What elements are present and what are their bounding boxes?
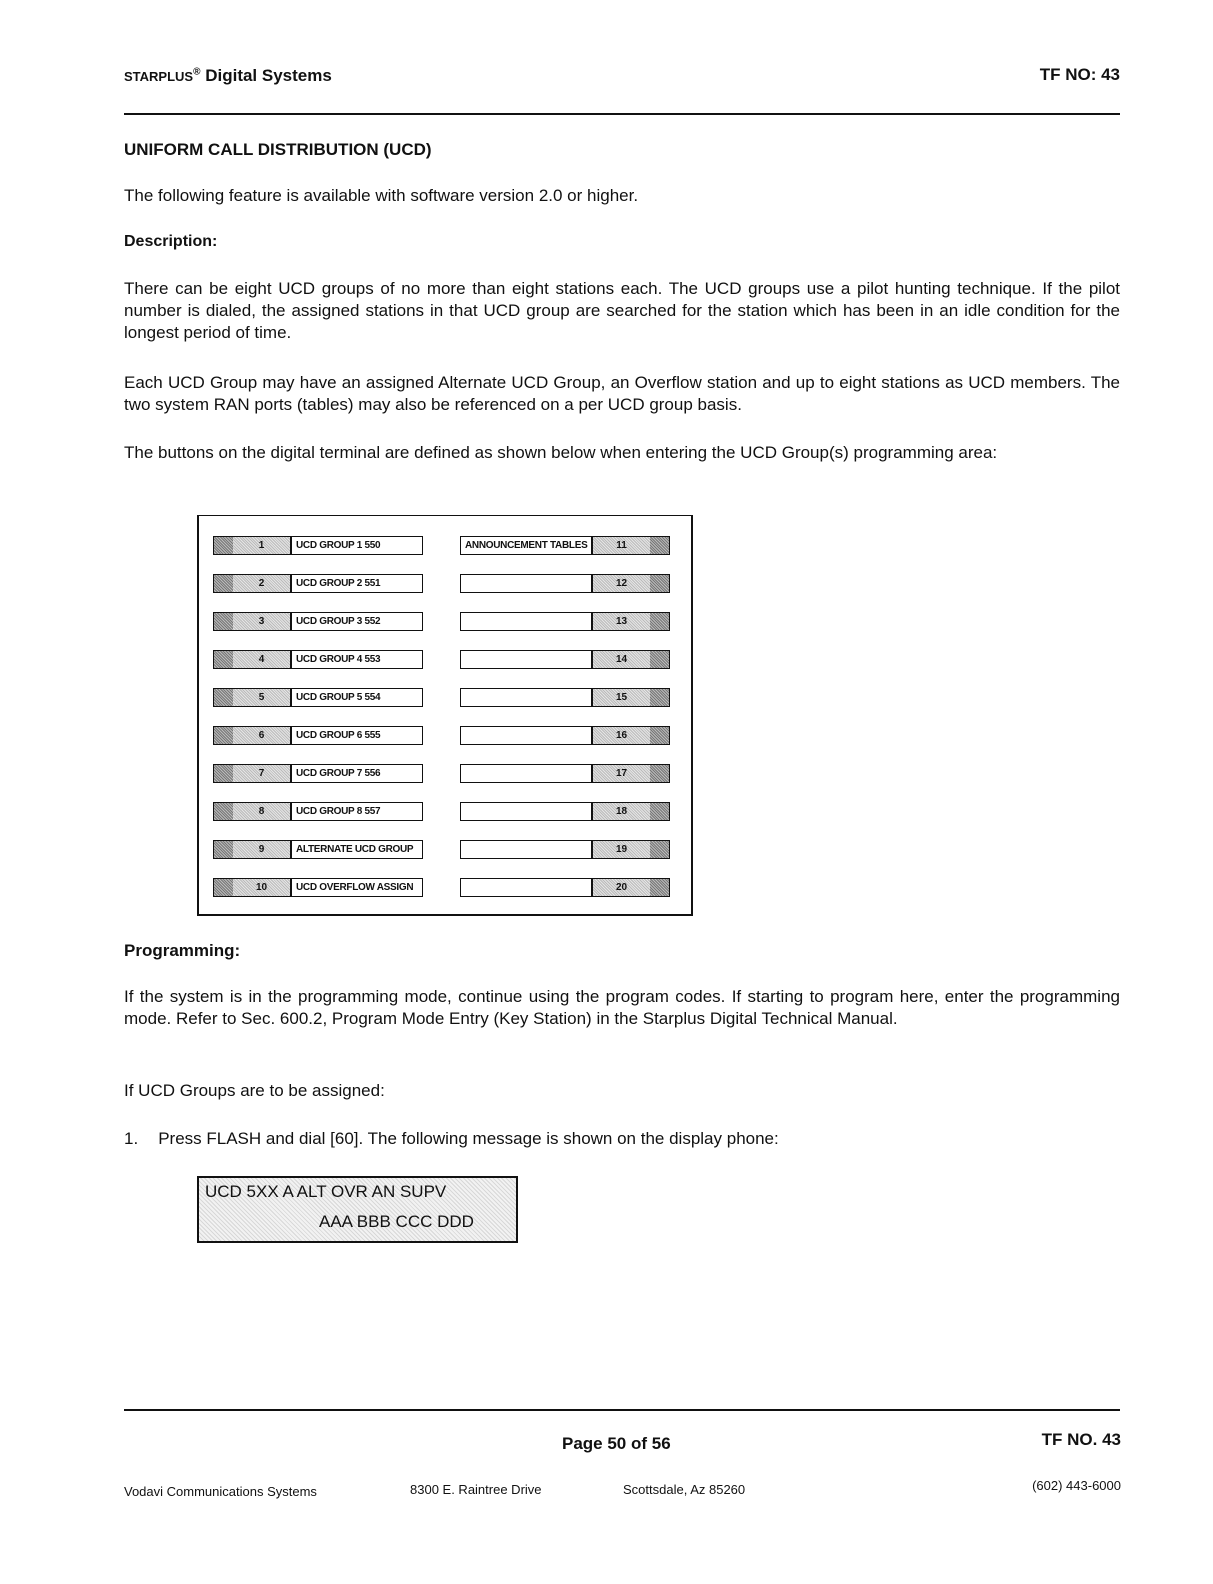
intro-text: The following feature is available with software version 2.0 or higher. (124, 186, 639, 205)
program-button-8 (213, 802, 423, 821)
button-number: 18 (593, 803, 650, 820)
button-label: UCD GROUP 7 556 (290, 765, 422, 782)
program-button-3 (213, 612, 423, 631)
button-number: 1 (233, 537, 290, 554)
button-label (461, 879, 593, 896)
program-button-10 (213, 878, 423, 897)
button-label: ALTERNATE UCD GROUP (290, 841, 422, 858)
footer-company: Vodavi Communications Systems (124, 1484, 317, 1499)
button-number: 5 (233, 689, 290, 706)
program-button-5 (213, 688, 423, 707)
button-label: UCD GROUP 2 551 (290, 575, 422, 592)
button-led-icon (214, 879, 233, 896)
program-button-11 (460, 536, 670, 555)
button-number: 13 (593, 613, 650, 630)
button-led-icon (650, 651, 669, 668)
button-label (461, 727, 593, 744)
program-button-13 (460, 612, 670, 631)
button-led-icon (650, 689, 669, 706)
button-number: 7 (233, 765, 290, 782)
button-led-icon (214, 651, 233, 668)
button-number: 4 (233, 651, 290, 668)
button-label (461, 689, 593, 706)
button-label: UCD GROUP 4 553 (290, 651, 422, 668)
button-label: UCD GROUP 8 557 (290, 803, 422, 820)
display-line-2: AAA BBB CCC DDD (319, 1212, 474, 1231)
button-led-icon (214, 841, 233, 858)
button-number: 8 (233, 803, 290, 820)
button-led-icon (650, 537, 669, 554)
page-number: Page 50 of 56 (562, 1434, 671, 1453)
button-number: 15 (593, 689, 650, 706)
program-button-20 (460, 878, 670, 897)
button-led-icon (650, 841, 669, 858)
footer-rule (124, 1409, 1120, 1411)
paragraph: The buttons on the digital terminal are defined as shown below when entering the UCD Group(s) programming area: (124, 443, 998, 462)
display-phone-message (197, 1176, 518, 1243)
button-number: 2 (233, 575, 290, 592)
button-number: 14 (593, 651, 650, 668)
button-number: 11 (593, 537, 650, 554)
button-number: 6 (233, 727, 290, 744)
program-button-18 (460, 802, 670, 821)
button-led-icon (214, 765, 233, 782)
button-led-icon (650, 765, 669, 782)
header-tf-number: TF NO: 43 (1039, 65, 1120, 84)
program-button-4 (213, 650, 423, 669)
if-assigned-text: If UCD Groups are to be assigned: (124, 1081, 385, 1100)
button-led-icon (214, 803, 233, 820)
button-number: 12 (593, 575, 650, 592)
paragraph: There can be eight UCD groups of no more than eight stations each. The UCD groups use a pilot hunting technique. If the pilot number is dialed, the assigned stations in that UCD group are searched for the station which has been in an idle condition for the longest period of time. (124, 279, 1120, 342)
button-number: 19 (593, 841, 650, 858)
program-button-19 (460, 840, 670, 859)
program-button-6 (213, 726, 423, 745)
button-led-icon (650, 803, 669, 820)
button-led-icon (214, 689, 233, 706)
button-label (461, 803, 593, 820)
button-label: ANNOUNCEMENT TABLES (461, 537, 593, 554)
footer-tf-number: TF NO. 43 (1041, 1430, 1121, 1449)
step-text: Press FLASH and dial [60]. The following message is shown on the display phone: (158, 1129, 779, 1148)
step-number: 1. (124, 1129, 139, 1148)
button-label (461, 651, 593, 668)
program-button-1 (213, 536, 423, 555)
button-led-icon (214, 575, 233, 592)
button-number: 9 (233, 841, 290, 858)
button-led-icon (650, 575, 669, 592)
header-brand: STARPLUS® Digital Systems (124, 66, 332, 85)
button-number: 16 (593, 727, 650, 744)
button-number: 10 (233, 879, 290, 896)
button-led-icon (650, 613, 669, 630)
button-label: UCD GROUP 6 555 (290, 727, 422, 744)
button-led-icon (650, 879, 669, 896)
program-button-9 (213, 840, 423, 859)
header-rule (124, 113, 1120, 115)
program-button-2 (213, 574, 423, 593)
button-led-icon (214, 537, 233, 554)
button-number: 20 (593, 879, 650, 896)
button-label (461, 575, 593, 592)
button-label: UCD OVERFLOW ASSIGN (290, 879, 422, 896)
display-line-1: UCD 5XX A ALT OVR AN SUPV (205, 1182, 447, 1201)
paragraph: Each UCD Group may have an assigned Alternate UCD Group, an Overflow station and up to eight stations as UCD members. The two system RAN ports (tables) may also be referenced on a per UCD group basis. (124, 373, 1120, 414)
description-heading: Description: (124, 233, 218, 250)
program-button-16 (460, 726, 670, 745)
footer-city: Scottsdale, Az 85260 (623, 1482, 746, 1497)
button-number: 3 (233, 613, 290, 630)
button-layout-diagram (197, 515, 693, 916)
step-1 (124, 1128, 1120, 1150)
button-led-icon (650, 727, 669, 744)
button-led-icon (214, 613, 233, 630)
program-button-14 (460, 650, 670, 669)
program-button-7 (213, 764, 423, 783)
button-led-icon (214, 727, 233, 744)
button-label: UCD GROUP 1 550 (290, 537, 422, 554)
program-button-17 (460, 764, 670, 783)
button-label: UCD GROUP 3 552 (290, 613, 422, 630)
programming-text: If the system is in the programming mode, continue using the program codes. If starting to program here, enter the programming mode. Refer to Sec. 600.2, Program Mode Entry (Key Station) in the Starplus Digital Technical Manual. (124, 987, 1120, 1028)
button-number: 17 (593, 765, 650, 782)
footer-address: 8300 E. Raintree Drive (410, 1482, 542, 1497)
button-label (461, 765, 593, 782)
program-button-12 (460, 574, 670, 593)
button-label: UCD GROUP 5 554 (290, 689, 422, 706)
program-button-15 (460, 688, 670, 707)
button-label (461, 613, 593, 630)
footer-phone: (602) 443-6000 (1032, 1478, 1121, 1493)
section-title: UNIFORM CALL DISTRIBUTION (UCD) (124, 140, 432, 159)
programming-heading: Programming: (124, 941, 241, 960)
button-label (461, 841, 593, 858)
